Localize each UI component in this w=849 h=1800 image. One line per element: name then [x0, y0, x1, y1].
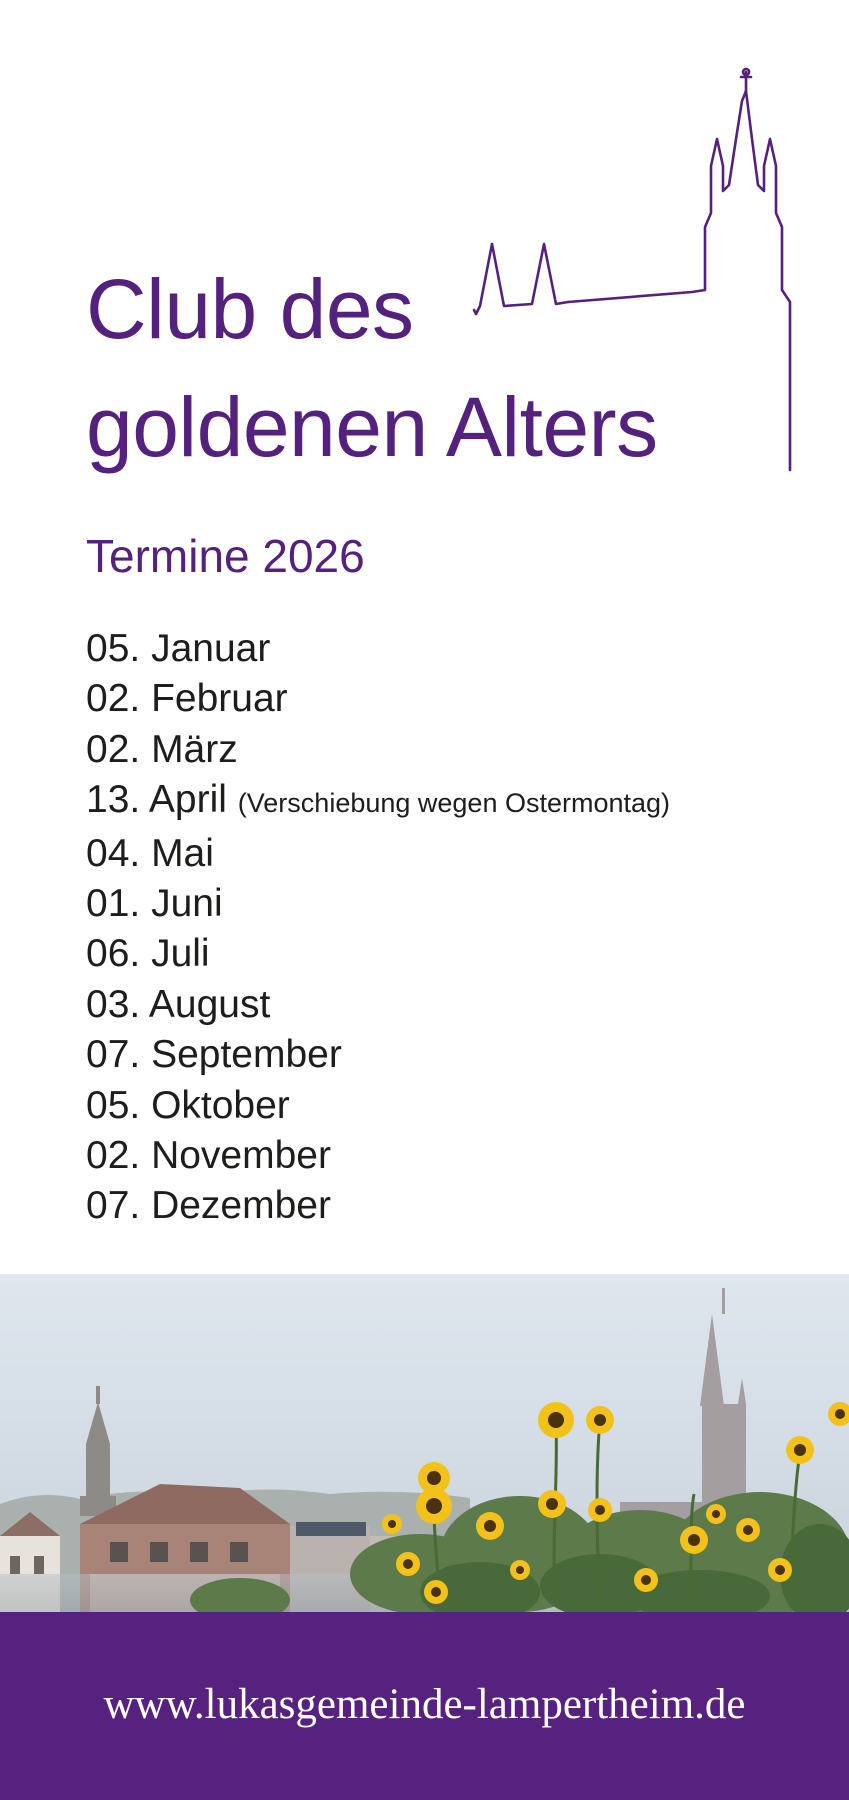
- date-item: [86, 775, 670, 828]
- town-sunflower-photo: [0, 1274, 849, 1612]
- date-day: 02.: [86, 677, 141, 721]
- date-item: [86, 829, 670, 879]
- date-day: 04.: [86, 831, 141, 875]
- date-item: [86, 1181, 670, 1231]
- date-month: Juli: [151, 932, 210, 976]
- date-month: August: [148, 982, 271, 1026]
- date-day: 07.: [86, 1033, 141, 1077]
- date-month: Januar: [151, 627, 271, 670]
- date-day: 03.: [86, 982, 141, 1026]
- date-item: [86, 1081, 670, 1131]
- date-item: [86, 980, 670, 1030]
- date-month: Dezember: [151, 1184, 331, 1228]
- date-month: Mai: [151, 831, 214, 875]
- date-day: 07.: [86, 1184, 141, 1228]
- website-link[interactable]: www.lukasgemeinde-lampertheim.de: [103, 1681, 746, 1728]
- date-month: Februar: [151, 677, 288, 721]
- date-month: Oktober: [151, 1083, 290, 1127]
- title-line-2: goldenen Alters: [86, 380, 658, 474]
- date-note: (Verschiebung wegen Ostermontag): [237, 788, 671, 819]
- date-month: September: [151, 1033, 342, 1077]
- date-item: [86, 674, 670, 724]
- date-item: [86, 624, 670, 674]
- date-month: November: [151, 1134, 331, 1178]
- date-item: [86, 1030, 670, 1080]
- date-day: 13.: [86, 778, 141, 822]
- title-line-1: Club des: [86, 262, 414, 356]
- date-day: 05.: [86, 1083, 141, 1127]
- date-day: 05.: [86, 627, 141, 670]
- church-outline-icon: [470, 66, 800, 472]
- date-item: [86, 879, 670, 929]
- date-day: 01.: [86, 882, 141, 926]
- dates-list: [86, 624, 670, 1232]
- date-day: 02.: [86, 1134, 141, 1178]
- footer-bar: [0, 1612, 849, 1800]
- subtitle: Termine 2026: [86, 530, 365, 582]
- date-item: [86, 725, 670, 775]
- date-day: 02.: [86, 727, 141, 771]
- date-day: 06.: [86, 932, 141, 976]
- date-item: [86, 929, 670, 979]
- date-month: Juni: [151, 882, 223, 926]
- date-item: [86, 1131, 670, 1181]
- date-month: März: [151, 727, 238, 771]
- date-month: April: [148, 778, 227, 822]
